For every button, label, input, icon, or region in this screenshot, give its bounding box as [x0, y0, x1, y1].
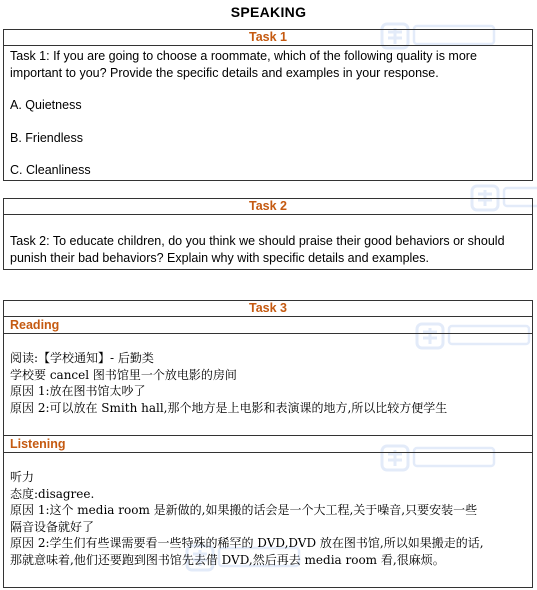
task1-header: Task 1 [4, 30, 532, 46]
reading-line: 阅读:【学校通知】- 后勤类 [10, 351, 154, 365]
task1-box [3, 29, 533, 181]
listening-line: 原因 1:这个 media room 是新做的,如果搬的话会是一个大工程,关于噪音,只要安装一些 [10, 503, 478, 517]
listening-header: Listening [4, 435, 532, 453]
task1-question: Task 1: If you are going to choose a roommate, which of the following quality is more important to you? Provide the specific details and examples in your response. [10, 49, 477, 80]
listening-line: 听力 [10, 470, 35, 484]
listening-body [4, 453, 532, 568]
task2-question: Task 2: To educate children, do you think we should praise their good behaviors or should punish their bad behaviors? Explain why with specific details and examples. [10, 234, 505, 265]
reading-line: 原因 2:可以放在 Smith hall,那个地方是上电影和表演课的地方,所以比较方便学生 [10, 400, 448, 415]
task1-option-b: B. Friendless [10, 130, 83, 145]
listening-line: 原因 2:学生们有些课需要看一些特殊的稀罕的 DVD,DVD 放在图书馆,所以如果搬走的话, [10, 536, 484, 550]
reading-line: 学校要 cancel 图书馆里一个放电影的房间 [10, 367, 237, 382]
listening-line: 那就意味着,他们还要跑到图书馆先去借 DVD,然后再去 media room 看,很麻烦。 [10, 552, 445, 567]
task3-box [3, 300, 533, 588]
task1-option-a: A. Quietness [10, 98, 82, 112]
listening-line: 态度:disagree. [10, 486, 95, 501]
reading-header: Reading [4, 317, 532, 334]
page-title: SPEAKING [230, 4, 307, 20]
task2-body [4, 215, 532, 266]
task2-box [3, 198, 533, 270]
task3-header: Task 3 [4, 301, 532, 317]
task1-option-c: C. Cleanliness [10, 163, 91, 177]
task2-header: Task 2 [4, 199, 532, 215]
task1-body [4, 46, 532, 179]
listening-line: 隔音设备就好了 [10, 519, 95, 534]
reading-line: 原因 1:放在图书馆太吵了 [10, 384, 146, 398]
reading-body [4, 334, 532, 435]
